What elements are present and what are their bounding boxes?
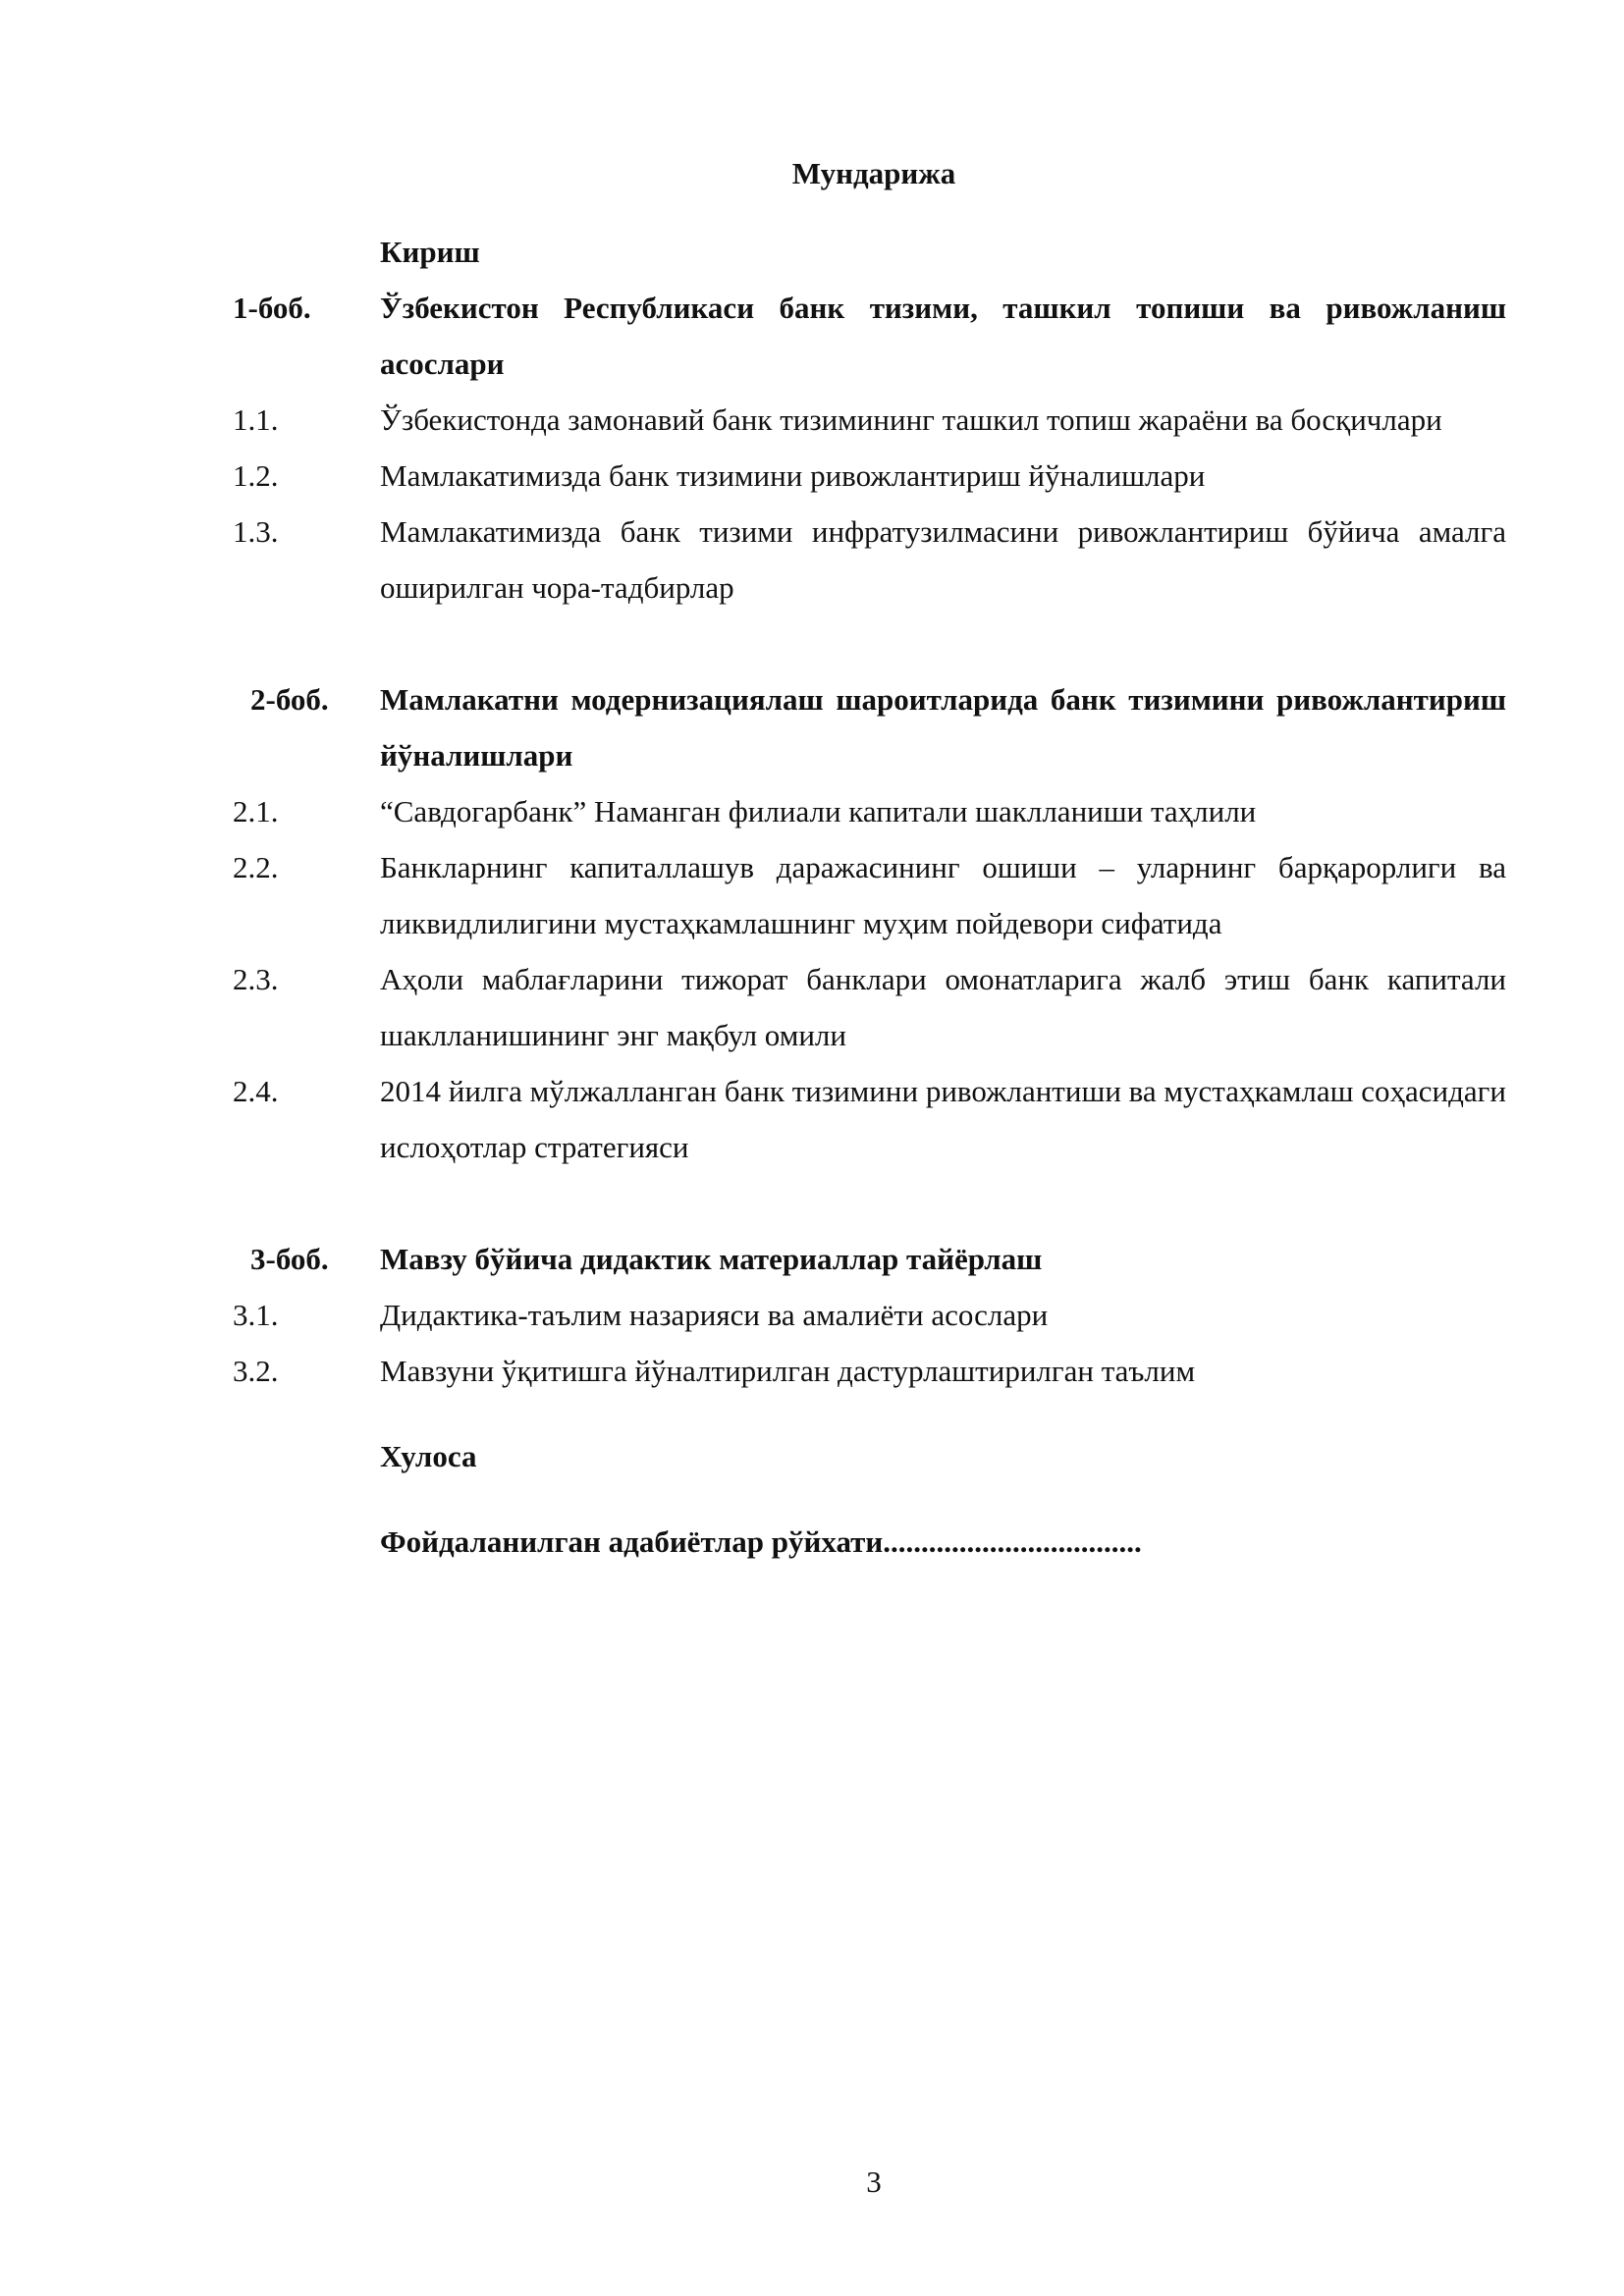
toc-chapter-2[interactable] [0, 671, 1624, 783]
section-title: Мамлакатимизда банк тизими инфратузилмасини ривожлантириш бўйича амалга оширилган чора-тадбирлар [380, 514, 1506, 605]
section-number: 2.1. [233, 794, 279, 828]
chapter-number: 3-боб. [250, 1242, 329, 1276]
toc-section-2-2[interactable] [0, 839, 1624, 951]
section-title: 2014 йилга мўлжалланган банк тизимини ривожлантиши ва мустаҳкамлаш соҳасидаги ислоҳотлар стратегияси [380, 1074, 1506, 1164]
toc-conclusion[interactable]: Хулоса [380, 1439, 477, 1473]
toc-section-3-1[interactable] [0, 1287, 1624, 1343]
section-title: Банкларнинг капиталлашув даражасининг ошиши – уларнинг барқарорлиги ва ликвидлилигини мустаҳкамлашнинг муҳим пойдевори сифатида [380, 850, 1506, 940]
section-title: Мавзуни ўқитишга йўналтирилган дастурлаштирилган таълим [380, 1354, 1196, 1388]
section-title: Аҳоли маблағларини тижорат банклари омонатларига жалб этиш банк капитали шаклланишининг энг мақбул омили [380, 962, 1506, 1052]
toc-section-2-4[interactable] [0, 1063, 1624, 1175]
toc-intro[interactable]: Кириш [380, 235, 480, 269]
spacer [0, 1484, 1624, 1514]
chapter-number: 1-боб. [233, 291, 311, 325]
chapter-title: Мамлакатни модернизациялаш шароитларида банк тизимини ривожлантириш йўналишлари [380, 682, 1506, 773]
section-title: “Савдогарбанк” Наманган филиали капитали шаклланиши таҳлили [380, 794, 1257, 828]
spacer [0, 1175, 1624, 1231]
section-number: 1.2. [233, 458, 279, 493]
spacer [0, 615, 1624, 671]
toc-section-2-1[interactable] [0, 783, 1624, 839]
page-title: Мундарижа [791, 156, 956, 190]
toc-chapter-3[interactable] [0, 1231, 1624, 1287]
page-number: 3 [866, 2164, 882, 2199]
table-of-contents [0, 224, 1624, 1570]
toc-section-3-2[interactable] [0, 1343, 1624, 1399]
section-title: Ўзбекистонда замонавий банк тизимининг ташкил топиш жараёни ва босқичлари [380, 402, 1442, 437]
spacer [0, 1399, 1624, 1428]
toc-section-2-3[interactable] [0, 951, 1624, 1063]
toc-chapter-1[interactable] [0, 280, 1624, 392]
section-title: Мамлакатимизда банк тизимини ривожлантириш йўналишлари [380, 458, 1206, 493]
chapter-title: Мавзу бўйича дидактик материаллар тайёрлаш [380, 1242, 1043, 1276]
toc-references[interactable]: Фойдаланилган адабиётлар рўйхати.................................. [380, 1524, 1142, 1559]
section-number: 3.1. [233, 1298, 279, 1332]
toc-section-1-3[interactable] [0, 504, 1624, 615]
section-number: 1.1. [233, 402, 279, 437]
section-number: 1.3. [233, 514, 279, 549]
toc-section-1-2[interactable] [0, 448, 1624, 504]
section-number: 2.2. [233, 850, 279, 884]
chapter-title: Ўзбекистон Республикаси банк тизими, ташкил топиши ва ривожланиш асослари [380, 291, 1506, 381]
section-title: Дидактика-таълим назарияси ва амалиёти асослари [380, 1298, 1049, 1332]
toc-section-1-1[interactable] [0, 392, 1624, 448]
chapter-number: 2-боб. [250, 682, 329, 717]
section-number: 3.2. [233, 1354, 279, 1388]
section-number: 2.4. [233, 1074, 279, 1108]
section-number: 2.3. [233, 962, 279, 996]
